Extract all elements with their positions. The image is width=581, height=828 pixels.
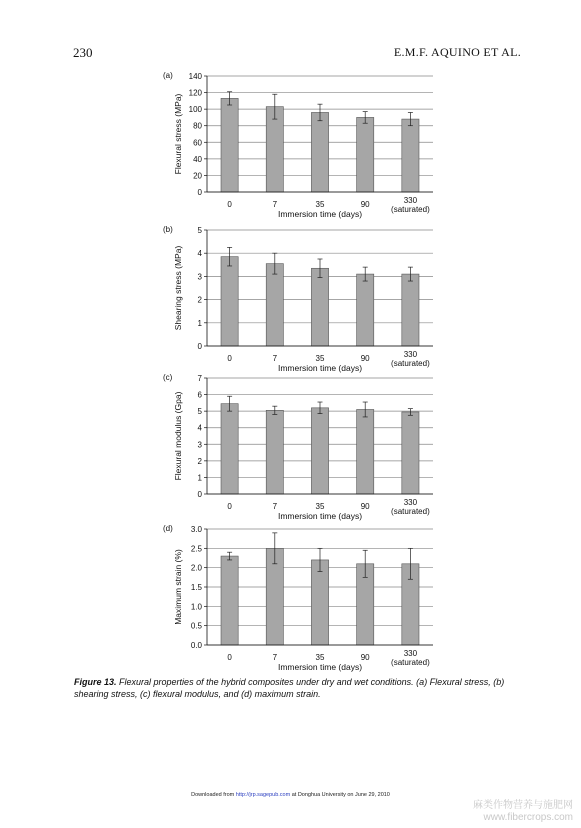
x-axis-label: Immersion time (days) — [277, 662, 363, 672]
bar — [402, 119, 419, 192]
y-tick-label: 4 — [197, 249, 202, 259]
bar — [357, 274, 374, 346]
x-axis-label: Immersion time (days) — [277, 209, 363, 219]
bar — [266, 410, 283, 494]
y-tick-label: 1.0 — [190, 602, 202, 612]
y-tick-label: 0 — [197, 188, 202, 197]
y-axis-label: Shearing stress (MPa) — [173, 245, 183, 331]
y-tick-label: 5 — [197, 226, 202, 235]
bar — [221, 404, 238, 494]
y-tick-label: 6 — [197, 390, 202, 400]
x-tick-label: 330 — [403, 350, 418, 359]
chart-svg — [150, 68, 450, 218]
x-axis-label: Immersion time (days) — [277, 511, 363, 521]
x-tick-label: 35 — [315, 653, 325, 662]
y-axis-label: Maximum strain (%) — [173, 549, 183, 625]
chart-a — [150, 68, 450, 218]
y-tick-label: 0 — [197, 342, 202, 351]
running-head: E.M.F. AQUINO ET AL. — [393, 45, 521, 59]
y-tick-label: 20 — [193, 171, 202, 181]
y-tick-label: 1 — [197, 473, 202, 483]
y-tick-label: 4 — [197, 423, 202, 433]
bar — [266, 107, 283, 192]
caption-text: Flexural properties of the hybrid composites under dry and wet conditions. (a) Flexural stress, (b) shearing stress, (c) flexural modulus, and (d) maximum strain. — [74, 677, 505, 699]
bar — [311, 408, 328, 494]
x-tick-label: (saturated) — [391, 658, 430, 667]
y-tick-label: 0.0 — [190, 641, 202, 650]
bar — [311, 268, 328, 346]
x-tick-label: 330 — [403, 649, 418, 658]
bar — [357, 117, 374, 192]
x-tick-label: 0 — [227, 653, 232, 662]
x-tick-label: 7 — [272, 200, 278, 209]
x-tick-label: 0 — [227, 502, 232, 511]
x-tick-label: 90 — [360, 653, 370, 662]
figure-caption — [74, 676, 534, 700]
y-tick-label: 1 — [197, 318, 202, 328]
x-tick-label: (saturated) — [391, 507, 430, 516]
chart-c — [150, 370, 450, 520]
y-tick-label: 60 — [193, 138, 202, 148]
x-tick-label: 90 — [360, 354, 370, 363]
x-tick-label: (saturated) — [391, 359, 430, 368]
y-tick-label: 2.5 — [190, 544, 202, 554]
x-tick-label: 35 — [315, 354, 325, 363]
x-tick-label: 0 — [227, 200, 232, 209]
y-tick-label: 1.5 — [190, 583, 202, 592]
bar — [311, 560, 328, 645]
chart-svg — [150, 370, 450, 520]
panel-label: (b) — [163, 225, 173, 234]
bar — [266, 264, 283, 346]
x-tick-label: 90 — [360, 502, 370, 511]
x-tick-label: 330 — [403, 498, 418, 507]
bar — [357, 409, 374, 494]
chart-b — [150, 222, 450, 372]
chart-svg — [150, 521, 450, 671]
watermark-line1: 麻类作物营养与施肥网 — [473, 800, 573, 811]
bar — [311, 112, 328, 192]
chart-svg — [150, 222, 450, 372]
bar — [221, 556, 238, 645]
footer-link[interactable]: http://jrp.sagepub.com — [235, 792, 291, 798]
bar — [221, 257, 238, 346]
y-axis-label: Flexural modulus (Gpa) — [173, 391, 183, 481]
panel-label: (d) — [163, 524, 173, 533]
bar — [402, 274, 419, 346]
x-axis-label: Immersion time (days) — [277, 363, 363, 373]
x-tick-label: 90 — [360, 200, 370, 209]
y-tick-label: 3 — [197, 440, 202, 450]
y-tick-label: 0 — [197, 490, 202, 499]
y-tick-label: 140 — [188, 72, 202, 81]
y-tick-label: 0.5 — [190, 621, 202, 631]
bar — [402, 412, 419, 494]
x-tick-label: (saturated) — [391, 205, 430, 214]
x-tick-label: 35 — [315, 200, 325, 209]
download-footer — [0, 792, 581, 798]
y-tick-label: 3.0 — [190, 525, 202, 534]
x-tick-label: 7 — [272, 502, 278, 511]
x-tick-label: 7 — [272, 653, 278, 662]
footer-suffix: at Donghua University on June 29, 2010 — [291, 792, 390, 798]
panel-label: (a) — [163, 71, 173, 80]
y-tick-label: 2 — [197, 295, 202, 305]
x-tick-label: 0 — [227, 354, 232, 363]
y-tick-label: 5 — [197, 407, 202, 417]
y-tick-label: 3 — [197, 272, 202, 282]
y-tick-label: 2 — [197, 456, 202, 466]
y-axis-label: Flexural stress (MPa) — [173, 93, 183, 175]
caption-label: Figure 13. — [74, 677, 117, 687]
y-tick-label: 100 — [188, 105, 202, 115]
footer-prefix: Downloaded from — [191, 792, 235, 798]
y-tick-label: 80 — [193, 121, 202, 131]
x-tick-label: 35 — [315, 502, 325, 511]
y-tick-label: 40 — [193, 154, 202, 164]
y-tick-label: 120 — [188, 88, 202, 98]
watermark — [473, 800, 573, 824]
page-number: 230 — [73, 45, 93, 60]
x-tick-label: 330 — [403, 196, 418, 205]
watermark-line2: www.fibercrops.com — [483, 812, 573, 823]
chart-d — [150, 521, 450, 671]
panel-label: (c) — [163, 373, 173, 382]
y-tick-label: 7 — [197, 374, 202, 383]
y-tick-label: 2.0 — [190, 563, 202, 573]
x-tick-label: 7 — [272, 354, 278, 363]
bar — [221, 98, 238, 192]
